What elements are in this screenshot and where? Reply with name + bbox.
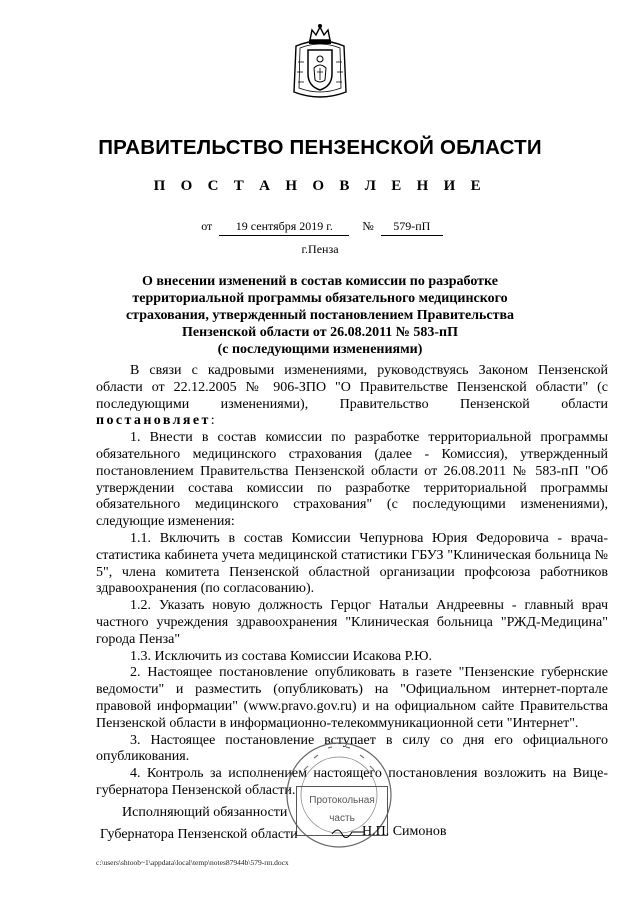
document-date: 19 сентября 2019 г. — [219, 219, 349, 236]
paragraph-3: 3. Настоящее постановление вступает в силу со дня его официального опубликования. — [96, 732, 608, 765]
subject-line: (с последующими изменениями) — [217, 342, 423, 357]
handwritten-signature — [330, 822, 366, 842]
decree-word: постановляет — [96, 413, 211, 429]
date-number-line — [0, 219, 640, 236]
decree-colon: : — [210, 413, 215, 429]
document-type: П О С Т А Н О В Л Е Н И Е — [153, 178, 487, 194]
subject-line: О внесении изменений в состав комиссии по разработке — [141, 274, 498, 289]
city: г.Пенза — [301, 242, 339, 256]
stamp-line: Протокольная — [309, 795, 375, 806]
subject-line: территориальной программы обязательного медицинского — [132, 291, 508, 306]
government-title: ПРАВИТЕЛЬСТВО ПЕНЗЕНСКОЙ ОБЛАСТИ — [98, 136, 542, 159]
date-prefix: от — [201, 219, 213, 233]
document-subject — [60, 273, 580, 358]
stamp-line: часть — [329, 813, 355, 824]
intro-text: В связи с кадровыми изменениями, руководствуясь Законом Пензенской области от 22.12.2005 № 906-ЗПО "О Правительстве Пензенской области" (с последующими изменениями), Правительство Пензенской области — [96, 363, 608, 412]
number-prefix: № — [362, 219, 374, 233]
paragraph-1: 1. Внести в состав комиссии по разработке территориальной программы обязательного медицинского страхования (далее - Комиссия), утвержденный постановлением Правительства Пензенской области от 26.08.2011 № 583-пП "Об утверждении состава комиссии по разработке территориальной программы обязательного медицинского страхования" (с последующими изменениями), следующие изменения: — [96, 430, 608, 530]
subject-line: страхования, утвержденный постановлением Правительства — [125, 308, 515, 323]
signatory-line: Исполняющий обязанности — [122, 805, 288, 820]
subject-line: Пензенской области от 26.08.2011 № 583-пП — [181, 325, 458, 340]
paragraph-1-1: 1.1. Включить в состав Комиссии Чепурнова Юрия Федоровича - врача-статистика кабинета учета медицинской статистики ГБУЗ "Клиническая больница № 5", члена комитета Пензенской областной организации профсоюза работников здравоохранения (по согласованию). — [96, 530, 608, 597]
paragraph-4: 4. Контроль за исполнением настоящего постановления возложить на Вице-губернатора Пензенской области. — [96, 766, 608, 798]
signatory-name: Н.П. Симонов — [362, 824, 447, 839]
signatory-position — [100, 802, 298, 846]
intro-paragraph — [96, 363, 608, 430]
file-path: c:\users\shtoob~1\appdata\local\temp\notes87944b\579-пп.docx — [96, 858, 289, 867]
paragraph-1-3: 1.3. Исключить из состава Комиссии Исакова Р.Ю. — [130, 648, 433, 664]
coat-of-arms-emblem — [290, 22, 350, 100]
signatory-line: Губернатора Пензенской области — [100, 827, 298, 842]
document-body — [96, 363, 608, 800]
paragraph-1-2: 1.2. Указать новую должность Герцог Натальи Андреевны - главный врач частного учреждения здравоохранения "Клиническая больница "РЖД-Медицина" города Пенза" — [96, 598, 608, 647]
document-number: 579-пП — [381, 219, 443, 236]
paragraph-2: 2. Настоящее постановление опубликовать в газете "Пензенские губернские ведомости" и разместить (опубликовать) на "Официальном интернет-портале правовой информации" (www.pravo.gov.ru) и на официальном сайте Правительства Пензенской области в информационно-телекоммуникационной сети "Интернет". — [96, 665, 608, 731]
